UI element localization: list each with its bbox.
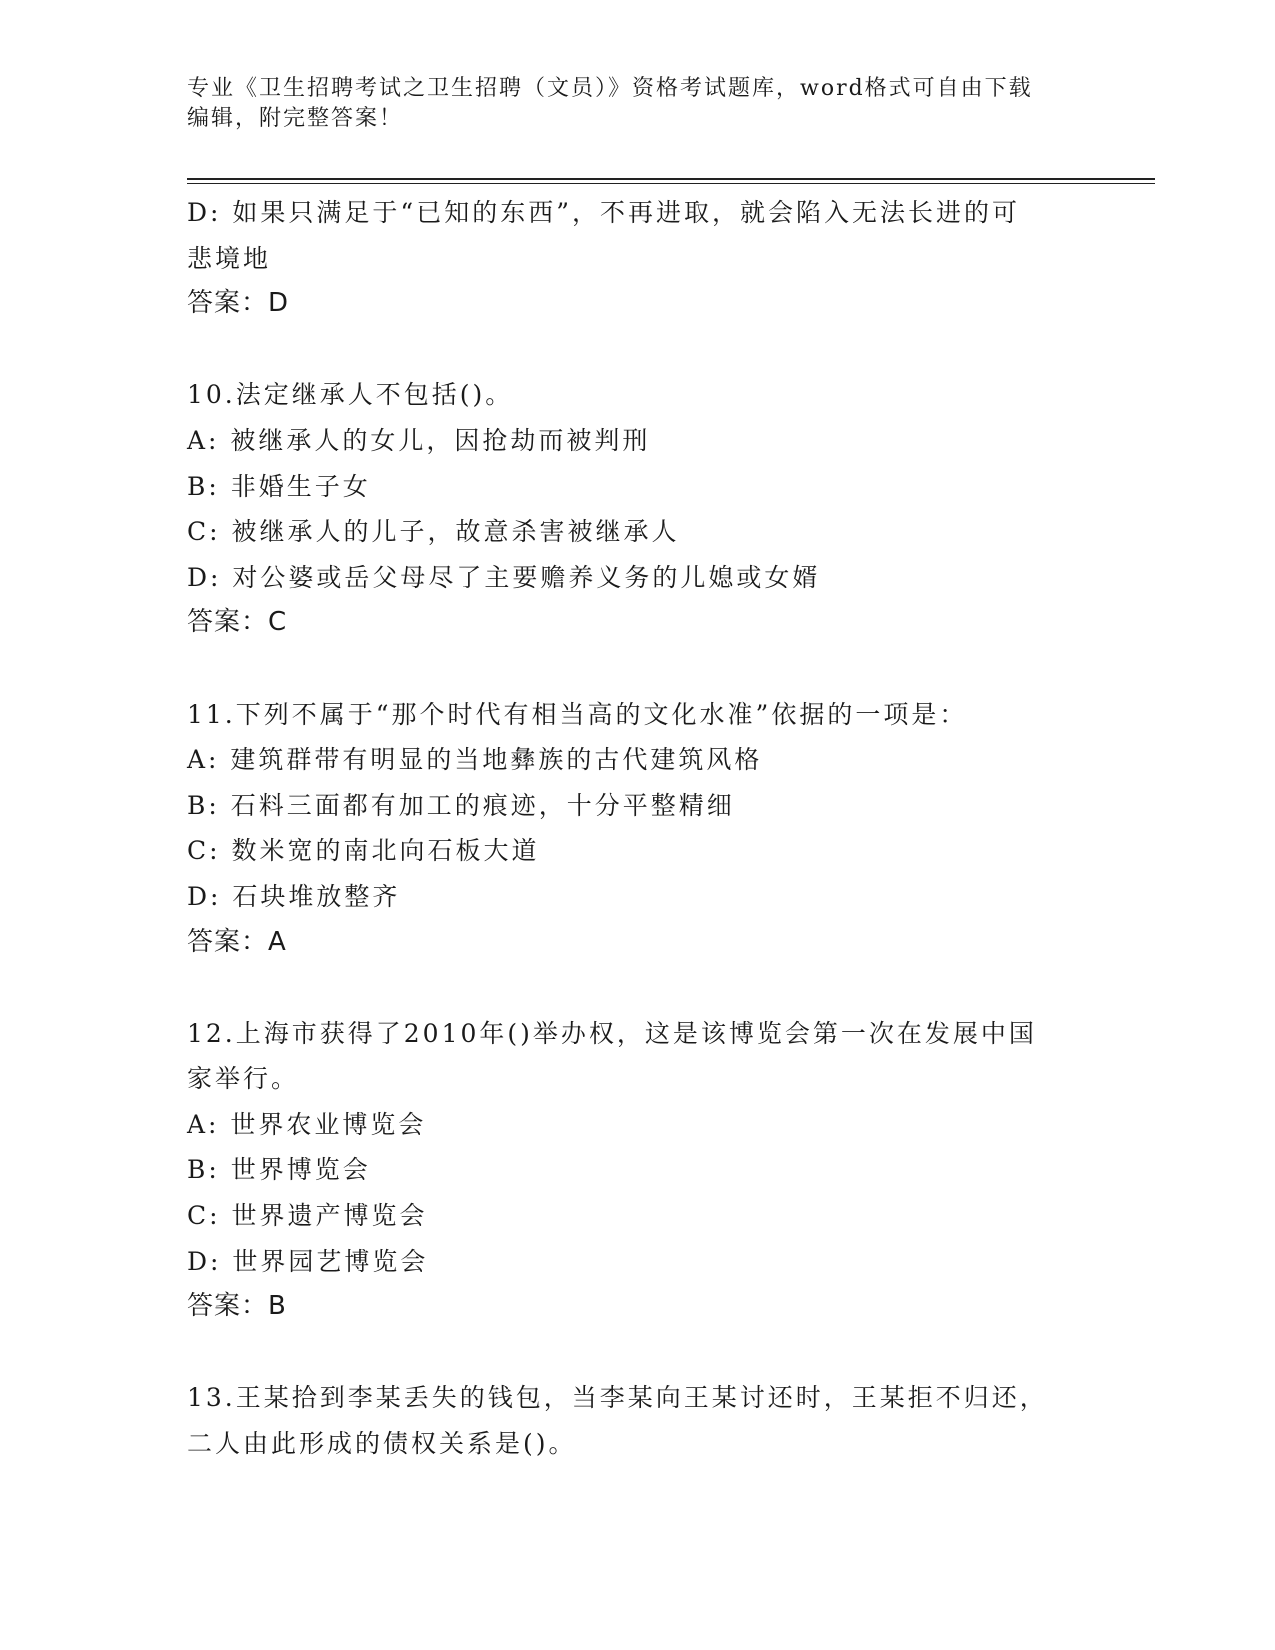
question-text-continued: 家举行。 — [187, 1064, 300, 1094]
option-c: C: 数米宽的南北向石板大道 — [187, 836, 540, 866]
answer-label: 答案：A — [187, 926, 287, 957]
question-text-continued: 二人由此形成的债权关系是()。 — [187, 1429, 577, 1459]
question-text: 11.下列不属于“那个时代有相当高的文化水准”依据的一项是： — [187, 699, 968, 729]
question-12 — [187, 1011, 1087, 1330]
spacer — [187, 965, 1087, 1011]
question-text: 12.上海市获得了2010年()举办权，这是该博览会第一次在发展中国 — [187, 1018, 1037, 1048]
option-b: B: 石料三面都有加工的痕迹，十分平整精细 — [187, 790, 735, 820]
option-b: B: 非婚生子女 — [187, 471, 371, 501]
header-line-2: 编辑，附完整答案！ — [187, 106, 404, 131]
document-header — [187, 74, 1087, 134]
header-line-1: 专业《卫生招聘考试之卫生招聘（文员）》资格考试题库，word格式可自由下载 — [187, 76, 1033, 101]
answer-label: 答案：C — [187, 607, 288, 638]
option-b: B: 世界博览会 — [187, 1155, 371, 1185]
question-text: 13.王某拾到李某丢失的钱包，当李某向王某讨还时，王某拒不归还， — [187, 1383, 1048, 1413]
question-text: 10.法定继承人不包括()。 — [187, 380, 514, 410]
spacer — [187, 327, 1087, 373]
spacer — [187, 646, 1087, 692]
option-c: C: 被继承人的儿子，故意杀害被继承人 — [187, 517, 680, 547]
question-9-tail — [187, 190, 1087, 327]
question-11 — [187, 692, 1087, 966]
option-c: C: 世界遗产博览会 — [187, 1201, 428, 1231]
header-divider-thin — [187, 183, 1155, 184]
header-divider-thick — [187, 178, 1155, 180]
option-a: A: 被继承人的女儿，因抢劫而被判刑 — [187, 425, 651, 455]
option-d: D: 如果只满足于“已知的东西”，不再进取，就会陷入无法长进的可 — [187, 198, 1020, 227]
option-a: A: 世界农业博览会 — [187, 1109, 427, 1139]
option-d: D: 石块堆放整齐 — [187, 881, 401, 911]
option-a: A: 建筑群带有明显的当地彝族的古代建筑风格 — [187, 745, 763, 775]
option-d: D: 对公婆或岳父母尽了主要赡养义务的儿媳或女婿 — [187, 562, 821, 592]
answer-label: 答案：D — [187, 288, 290, 319]
option-d: D: 世界园艺博览会 — [187, 1246, 429, 1276]
question-13 — [187, 1375, 1087, 1466]
option-d-continued: 悲境地 — [187, 243, 272, 273]
question-10 — [187, 372, 1087, 646]
spacer — [187, 1330, 1087, 1376]
answer-label: 答案：B — [187, 1291, 287, 1322]
question-list — [187, 190, 1087, 1467]
